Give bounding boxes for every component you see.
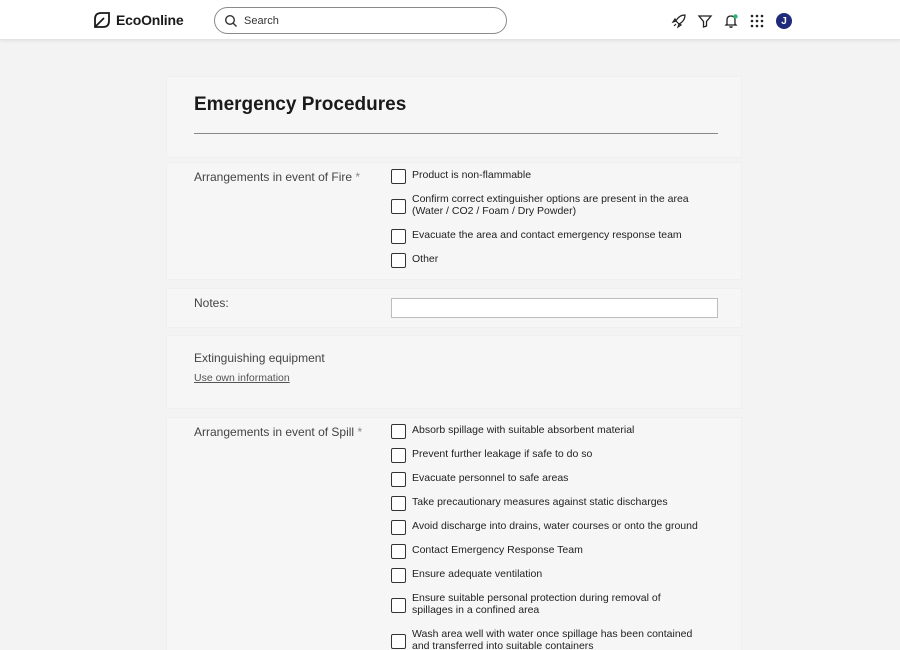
option-text: Ensure adequate ventilation (412, 568, 543, 580)
option-text: Evacuate the area and contact emergency response team (412, 229, 682, 241)
option-text: Evacuate personnel to safe areas (412, 472, 569, 484)
app-name: EcoOnline (116, 12, 184, 28)
filter-icon[interactable] (696, 12, 714, 30)
checkbox[interactable] (391, 496, 406, 511)
rocket-icon[interactable] (670, 12, 688, 30)
option-text: Contact Emergency Response Team (412, 544, 583, 556)
option-text: Confirm correct extinguisher options are present in the area (412, 193, 689, 205)
option-text: Ensure suitable personal protection during removal of (412, 592, 661, 604)
spill-option-4[interactable] (391, 520, 721, 535)
use-own-information-link[interactable]: Use own information (194, 372, 290, 384)
option-text: Prevent further leakage if safe to do so (412, 448, 593, 460)
bell-icon[interactable] (722, 12, 740, 30)
title-divider (194, 133, 718, 134)
option-text: (Water / CO2 / Foam / Dry Powder) (412, 205, 577, 217)
extinguishing-section (166, 335, 742, 409)
option-text: spillages in a confined area (412, 604, 540, 616)
checkbox[interactable] (391, 598, 406, 613)
checkbox[interactable] (391, 472, 406, 487)
form-page (160, 73, 748, 650)
notes-label: Notes: (194, 296, 229, 310)
spill-option-1[interactable] (391, 448, 721, 463)
notes-input[interactable] (391, 298, 718, 318)
search-icon (224, 14, 238, 28)
option-text: Avoid discharge into drains, water courses or onto the ground (412, 520, 698, 532)
spill-option-6[interactable] (391, 568, 721, 583)
option-text: Absorb spillage with suitable absorbent material (412, 424, 635, 436)
fire-label: Arrangements in event of Fire * (194, 170, 361, 184)
fire-option-3[interactable] (391, 253, 721, 268)
fire-option-0[interactable] (391, 169, 721, 184)
extinguishing-label: Extinguishing equipment (194, 351, 325, 365)
checkbox[interactable] (391, 448, 406, 463)
checkbox[interactable] (391, 229, 406, 244)
search-box[interactable] (214, 7, 507, 34)
app-logo[interactable] (92, 10, 183, 30)
spill-section (166, 417, 742, 650)
spill-option-3[interactable] (391, 496, 721, 511)
checkbox[interactable] (391, 634, 406, 649)
notes-section (166, 288, 742, 328)
checkbox[interactable] (391, 199, 406, 214)
leaf-logo-icon (92, 10, 112, 30)
page-title: Emergency Procedures (194, 94, 407, 115)
checkbox[interactable] (391, 169, 406, 184)
option-text: Take precautionary measures against static discharges (412, 496, 668, 508)
spill-option-7[interactable] (391, 592, 721, 616)
title-section (166, 76, 742, 158)
apps-grid-icon[interactable] (748, 12, 766, 30)
option-text: Product is non-flammable (412, 169, 532, 181)
option-text: Wash area well with water once spillage has been contained (412, 628, 693, 640)
spill-option-5[interactable] (391, 544, 721, 559)
checkbox[interactable] (391, 568, 406, 583)
search-input[interactable] (244, 15, 484, 27)
checkbox[interactable] (391, 544, 406, 559)
fire-option-2[interactable] (391, 229, 721, 244)
header-actions (670, 11, 792, 31)
checkbox[interactable] (391, 520, 406, 535)
option-text: Other (412, 253, 439, 265)
checkbox[interactable] (391, 253, 406, 268)
spill-label: Arrangements in event of Spill * (194, 425, 363, 439)
user-avatar[interactable]: J (776, 13, 792, 29)
checkbox[interactable] (391, 424, 406, 439)
fire-option-1[interactable] (391, 193, 721, 217)
top-bar (0, 0, 900, 40)
spill-option-0[interactable] (391, 424, 721, 439)
fire-section (166, 162, 742, 280)
spill-option-8[interactable] (391, 628, 721, 650)
option-text: and transferred into suitable containers (412, 640, 594, 650)
spill-option-2[interactable] (391, 472, 721, 487)
